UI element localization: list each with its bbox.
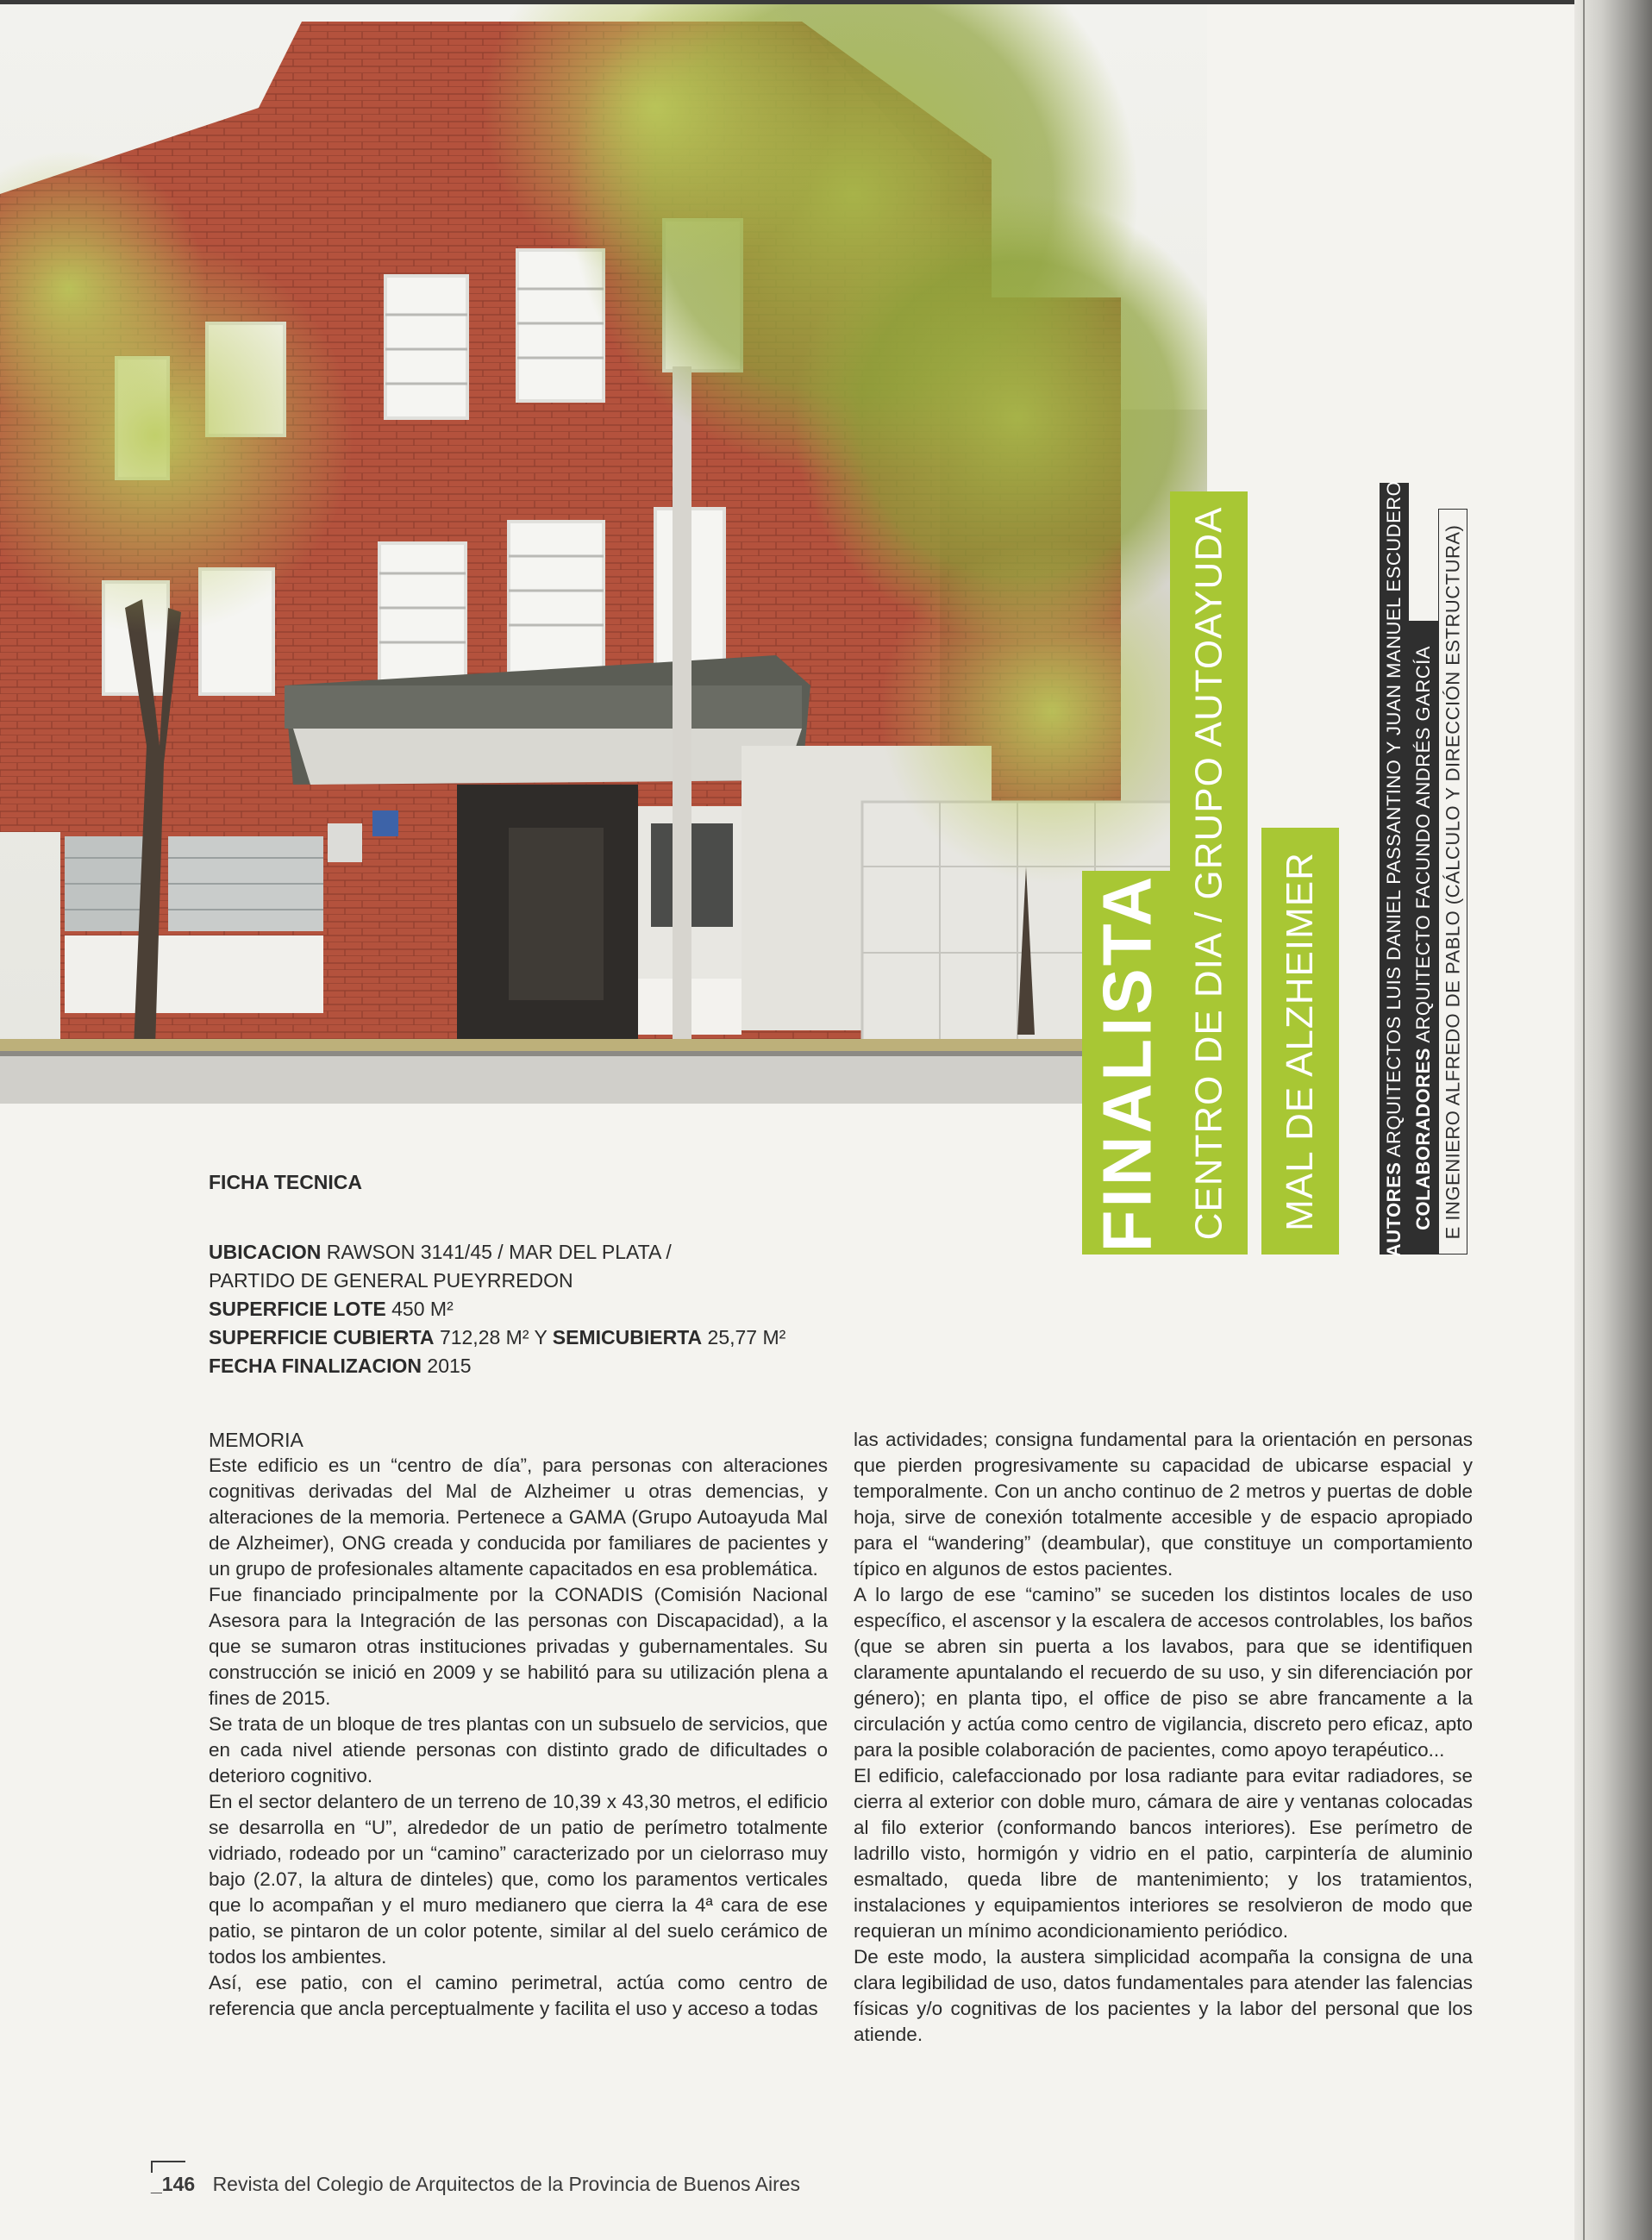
memoria-paragraph: De este modo, la austera simplicidad acompaña la consigna de una clara legibilidad de uso, datos fundamentales para atender las falencias físicas y/o cognitivas de los pacientes y la labor del personal que los atiende. bbox=[854, 1946, 1473, 2045]
page-footer bbox=[151, 2173, 927, 2196]
credits-colaboradores bbox=[1409, 621, 1438, 1255]
memoria-column-left bbox=[209, 1427, 828, 2022]
memoria-heading: MEMORIA bbox=[209, 1429, 303, 1451]
colaboradores-text: ARQUITECTO FACUNDO ANDRÉS GARCÍA bbox=[1412, 645, 1435, 1043]
project-subtitle: MAL DE ALZHEIMER bbox=[1279, 851, 1321, 1231]
credits-autores bbox=[1380, 480, 1409, 1257]
ficha-title: FICHA TECNICA bbox=[209, 1171, 363, 1193]
project-subtitle-bar bbox=[1261, 828, 1339, 1255]
footer-tick bbox=[151, 2161, 153, 2173]
autores-label: AUTORES bbox=[1383, 1161, 1405, 1257]
autores-text: ARQUITECTOS LUIS DANIEL PASSANTINO Y JUAN MANUEL ESCUDERO bbox=[1383, 480, 1405, 1157]
colaboradores-label: COLABORADORES bbox=[1412, 1047, 1435, 1230]
building-photo-illustration bbox=[0, 4, 1207, 1104]
cubierta-label: SUPERFICIE CUBIERTA bbox=[209, 1326, 435, 1348]
memoria-paragraph: Así, ese patio, con el camino perimetral, actúa como centro de referencia que ancla perceptualmente y facilita el uso y acceso a todas bbox=[209, 1972, 828, 2019]
semicubierta-value: 25,77 M² bbox=[707, 1326, 786, 1348]
ficha-tecnica bbox=[209, 1168, 864, 1380]
ficha-cubierta bbox=[209, 1323, 864, 1352]
ficha-ubicacion bbox=[209, 1238, 864, 1267]
page-binding-shadow bbox=[1574, 0, 1652, 2240]
publication-name: Revista del Colegio de Arquitectos de la Provincia de Buenos Aires bbox=[212, 2173, 801, 2195]
credits-ingeniero bbox=[1438, 509, 1467, 1255]
building-photo bbox=[0, 4, 1207, 1104]
footer-rule bbox=[151, 2161, 185, 2162]
ubicacion-label: UBICACION bbox=[209, 1241, 322, 1263]
finalista-label: FINALISTA bbox=[1088, 873, 1166, 1252]
page-edge-line bbox=[1583, 0, 1585, 2240]
memoria-column-right bbox=[854, 1427, 1473, 2048]
fecha-value: 2015 bbox=[427, 1355, 472, 1377]
cubierta-value: 712,28 M² Y bbox=[439, 1326, 548, 1348]
semicubierta-label: SEMICUBIERTA bbox=[552, 1326, 703, 1348]
memoria-paragraph: Este edificio es un “centro de día”, para personas con alteraciones cognitivas derivadas del Mal de Alzheimer u otras demencias, y alteraciones de la memoria. Pertenece a GAMA (Grupo Autoayuda Mal de Alzheimer), ONG creada y conducida por familiares de pacientes y un grupo de profesionales altamente capacitados en esa problemática. bbox=[209, 1455, 828, 1580]
lote-label: SUPERFICIE LOTE bbox=[209, 1298, 386, 1320]
project-title-bar bbox=[1170, 491, 1248, 1255]
memoria-paragraph: El edificio, calefaccionado por losa radiante para evitar radiadores, se cierra al exterior con doble muro, cámara de aire y ventanas colocadas al filo exterior (conformando bancos interiores). Ese perímetro de ladrillo visto, hormigón y vidrio en el patio, carpintería de aluminio esmaltado, queda libre de mantenimiento; y los tratamientos, instalaciones y equipamientos interiores se resolvieron de modo que requieran un mínimo acondicionamiento periódico. bbox=[854, 1765, 1473, 1942]
memoria-paragraph: En el sector delantero de un terreno de 10,39 x 43,30 metros, el edificio se desarrolla en “U”, alrededor de un patio de perímetro totalmente vidriado, rodeado por un “camino” caracterizado por un cielorraso muy bajo (2.07, la altura de dinteles) que, como los paramentos verticales que lo acompañan y el muro medianero que cierra la 4ª cara de ese patio, se pintaron de un color potente, similar al del suelo cerámico de todos los ambientes. bbox=[209, 1791, 828, 1968]
memoria-paragraph: Fue financiado principalmente por la CONADIS (Comisión Nacional Asesora para la Integración de las personas con Discapacidad), a la que se sumaron otras instituciones privadas y gubernamentales. Su construcción se inició en 2009 y se habilitó para su utilización plena a fines de 2015. bbox=[209, 1584, 828, 1709]
fecha-label: FECHA FINALIZACION bbox=[209, 1355, 422, 1377]
ficha-lote bbox=[209, 1295, 864, 1323]
ingeniero-text: E INGENIERO ALFREDO DE PABLO (CÁLCULO Y DIRECCIÓN ESTRUCTURA) bbox=[1442, 524, 1464, 1239]
ubicacion-value: RAWSON 3141/45 / MAR DEL PLATA / bbox=[326, 1241, 672, 1263]
lote-value: 450 M² bbox=[391, 1298, 454, 1320]
project-title: CENTRO DE DIA / GRUPO AUTOAYUDA bbox=[1187, 506, 1230, 1240]
memoria-paragraph: A lo largo de ese “camino” se suceden los distintos locales de uso específico, el ascensor y la escalera de accesos controlables, los baños (que se abren sin puerta a los lavabos, para que se identifiquen claramente apuntalando el recuerdo de su uso, y sin diferenciación por género); en planta tipo, el office de piso se abre francamente a la circulación y actúa como centro de vigilancia, discreto pero eficaz, apto para la posible colaboración de pacientes, como apoyo terapéutico... bbox=[854, 1584, 1473, 1761]
memoria-paragraph: las actividades; consigna fundamental para la orientación en personas que pierden progresivamente su capacidad de ubicarse espacial y temporalmente. Con un ancho continuo de 2 metros y puertas de doble hoja, sirve de conexión totalmente accesible y de espacio apropiado para el “wandering” (deambular), que constituye un comportamiento típico en algunos de estos pacientes. bbox=[854, 1429, 1473, 1580]
finalista-bar bbox=[1082, 871, 1172, 1255]
ubicacion-value-2: PARTIDO DE GENERAL PUEYRREDON bbox=[209, 1269, 573, 1292]
memoria-paragraph: Se trata de un bloque de tres plantas con un subsuelo de servicios, que en cada nivel atiende personas con distinto grado de dificultades o deterioro cognitivo. bbox=[209, 1713, 828, 1786]
page-number: _146 bbox=[151, 2173, 196, 2195]
ficha-fecha bbox=[209, 1352, 864, 1380]
